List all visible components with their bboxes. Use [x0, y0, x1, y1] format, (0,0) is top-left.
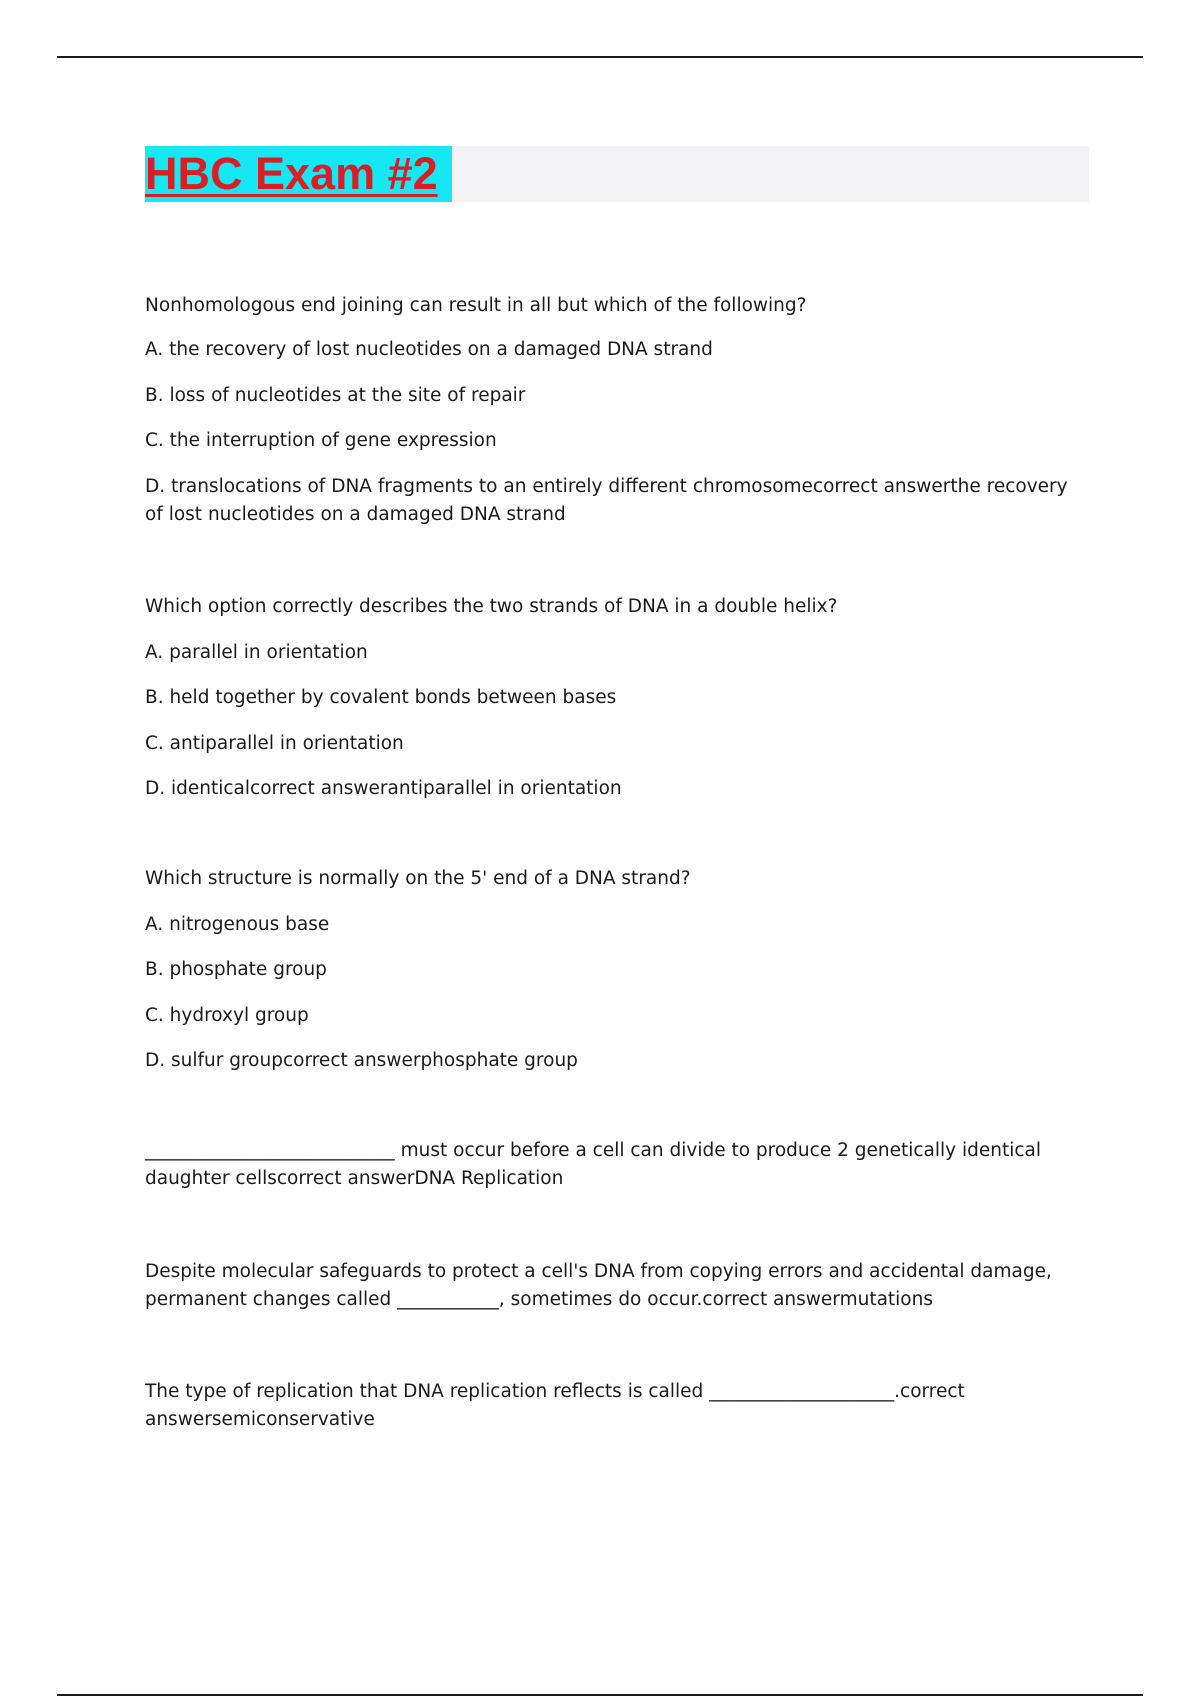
question-6-prompt: The type of replication that DNA replication reflects is called ____________________.correct answersemiconservative	[145, 1381, 965, 1430]
question-3-option-c: C. hydroxyl group	[145, 1005, 309, 1026]
question-3-option-b: B. phosphate group	[145, 959, 327, 980]
question-1-option-c: C. the interruption of gene expression	[145, 430, 497, 451]
question-3-option-a: A. nitrogenous base	[145, 914, 330, 935]
question-2-option-d: D. identicalcorrect answerantiparallel in orientation	[145, 778, 622, 799]
top-rule	[57, 56, 1143, 58]
question-2-option-a: A. parallel in orientation	[145, 642, 368, 663]
question-1-prompt: Nonhomologous end joining can result in all but which of the following?	[145, 295, 807, 316]
bottom-rule	[57, 1694, 1143, 1696]
question-3-option-d: D. sulfur groupcorrect answerphosphate group	[145, 1050, 578, 1071]
question-1-option-d: D. translocations of DNA fragments to an entirely different chromosomecorrect answerthe recovery of lost nucleotides on a damaged DNA strand	[145, 476, 1068, 525]
question-3-prompt: Which structure is normally on the 5' end of a DNA strand?	[145, 868, 691, 889]
question-1-option-a: A. the recovery of lost nucleotides on a damaged DNA strand	[145, 339, 713, 360]
question-5-prompt: Despite molecular safeguards to protect a cell's DNA from copying errors and accidental damage, permanent changes called ___________, sometimes do occur.correct answermutations	[145, 1261, 1052, 1310]
page-title: HBC Exam #2	[145, 146, 452, 202]
question-1-option-b: B. loss of nucleotides at the site of repair	[145, 385, 526, 406]
question-2-option-b: B. held together by covalent bonds between bases	[145, 687, 617, 708]
question-4-prompt: ___________________________ must occur before a cell can divide to produce 2 genetically identical daughter cellscorrect answerDNA Replication	[145, 1140, 1042, 1189]
question-2-prompt: Which option correctly describes the two strands of DNA in a double helix?	[145, 596, 838, 617]
question-2-option-c: C. antiparallel in orientation	[145, 733, 404, 754]
